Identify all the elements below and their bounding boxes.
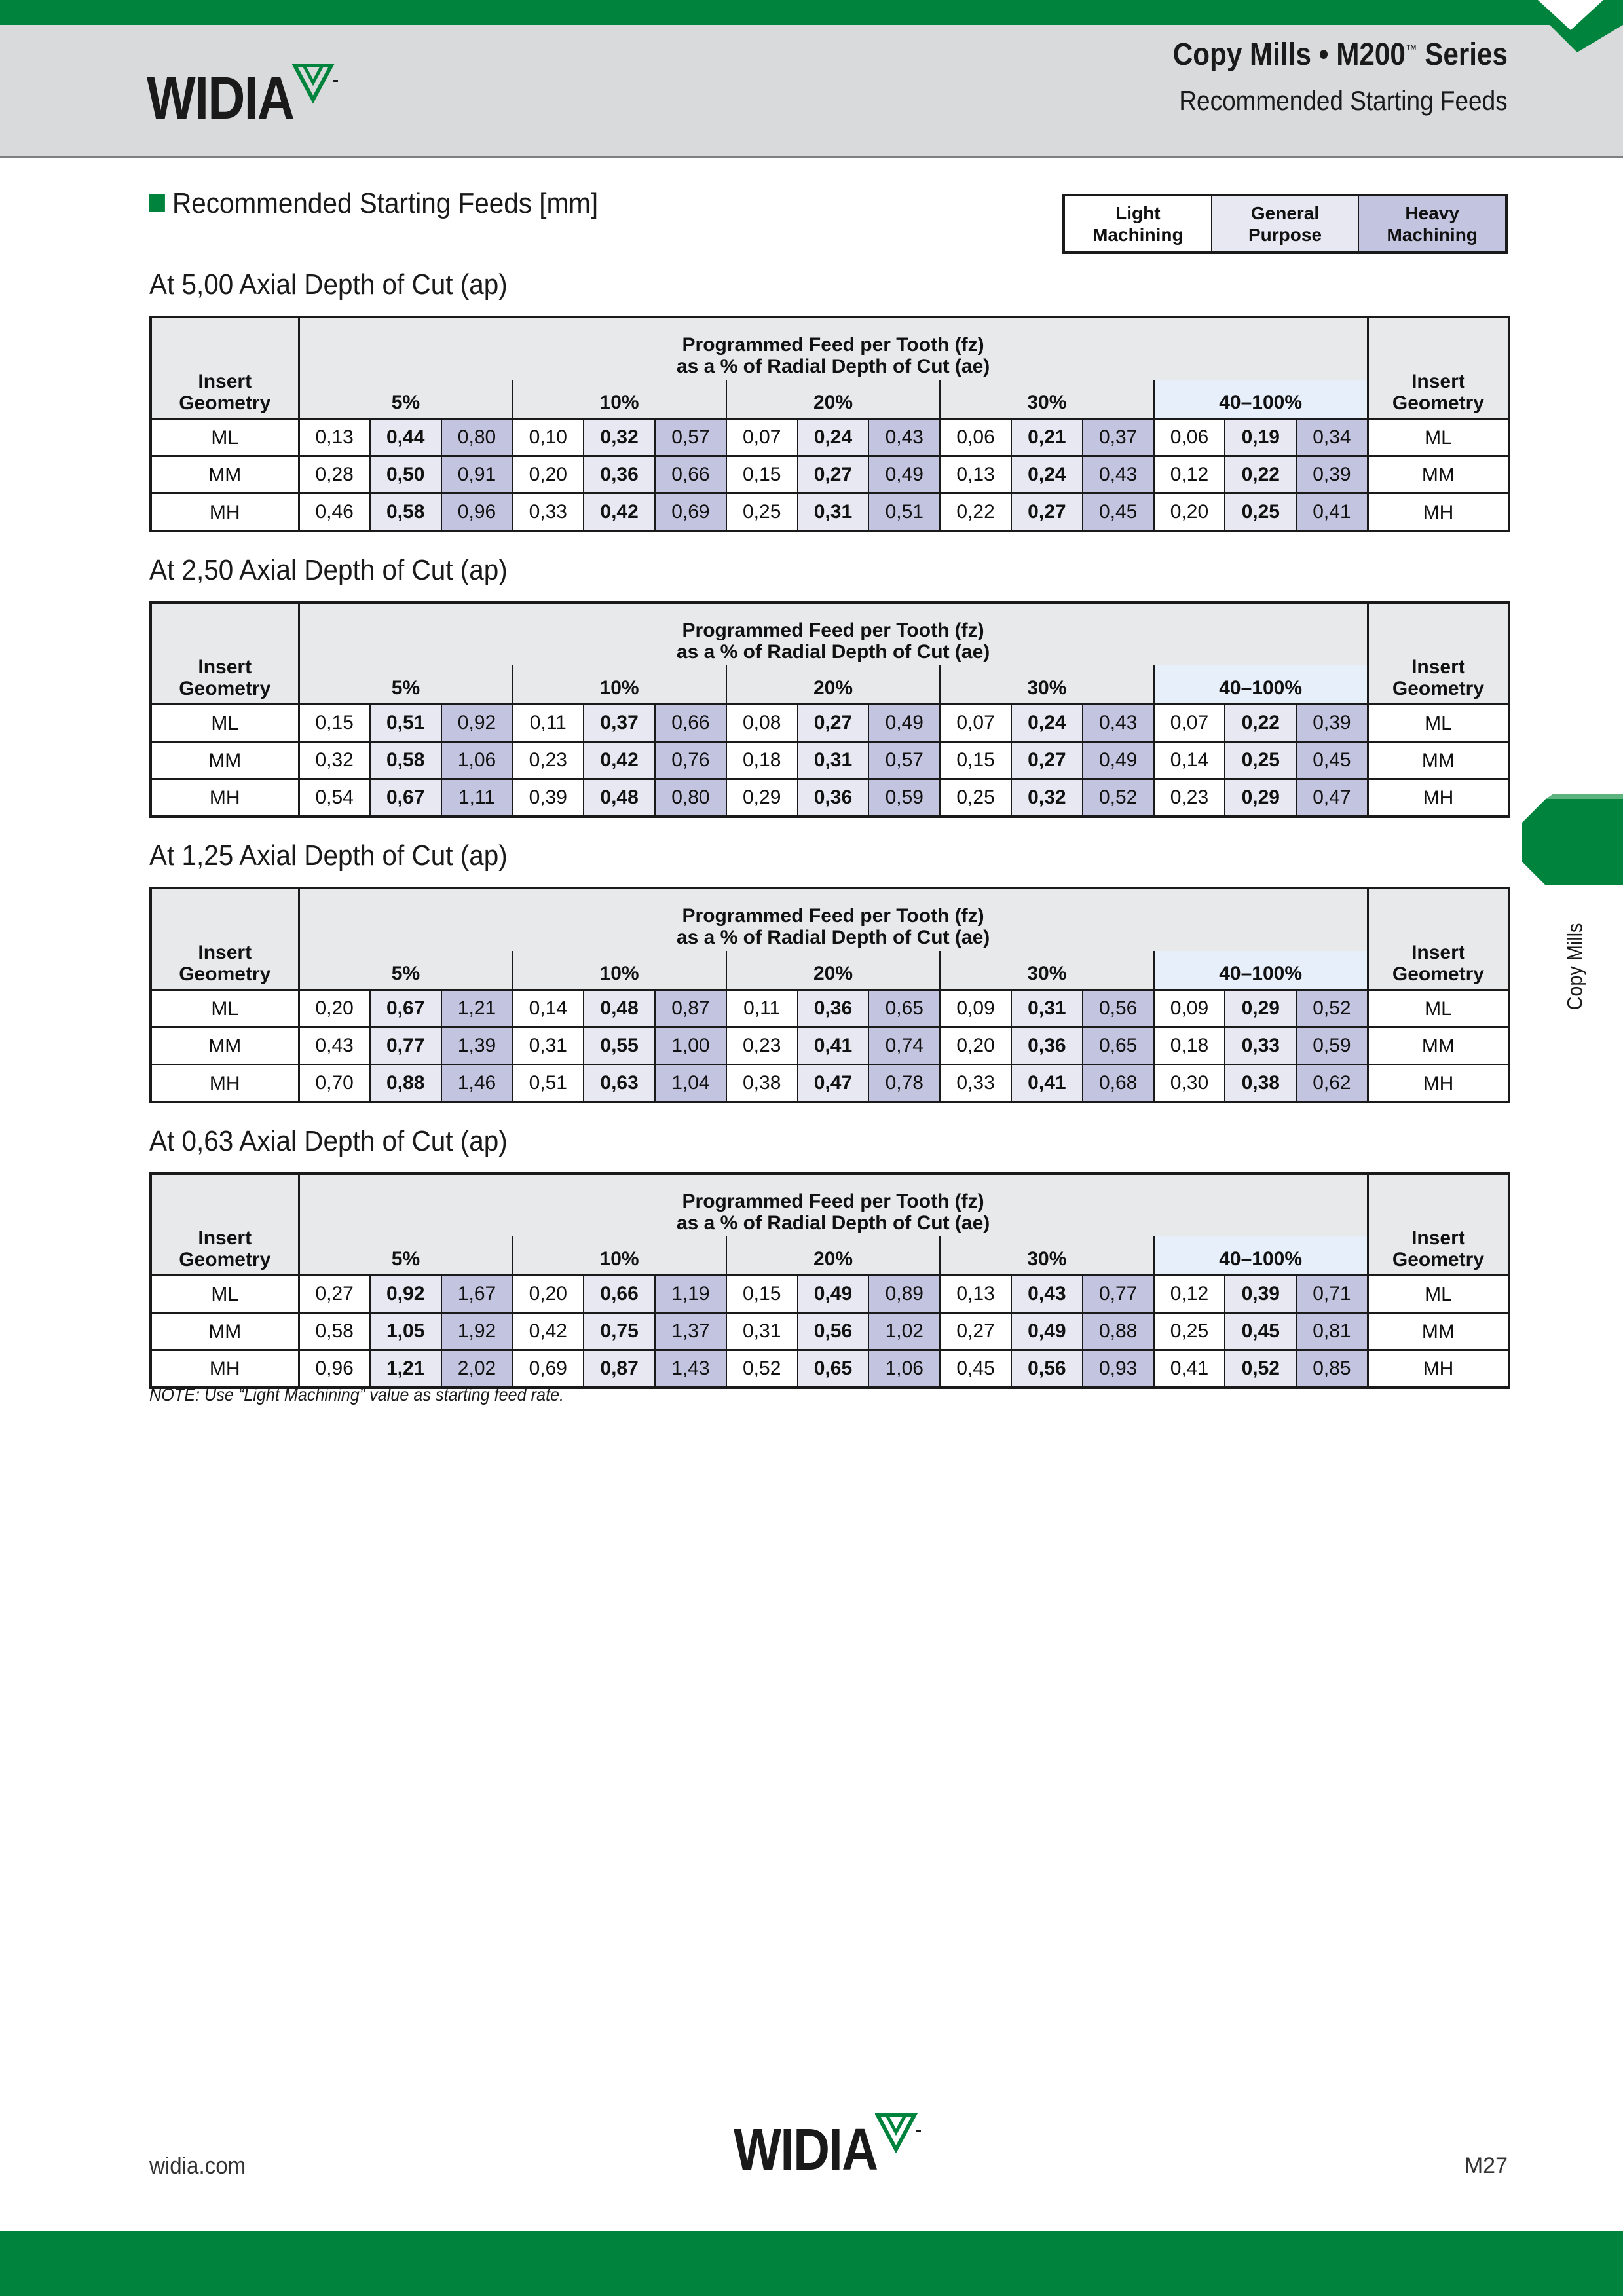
feed-light-cell: 0,07 bbox=[1154, 705, 1225, 742]
feed-general-cell: 0,66 bbox=[584, 1276, 655, 1313]
feed-general-cell: 0,42 bbox=[584, 494, 655, 532]
feed-heavy-cell: 1,21 bbox=[441, 990, 513, 1028]
feed-general-cell: 0,67 bbox=[370, 779, 441, 817]
radial-percent-header: 20% bbox=[726, 665, 940, 705]
geometry-cell: MM bbox=[151, 1028, 299, 1065]
title-suffix: Series bbox=[1417, 37, 1508, 72]
geometry-cell: MM bbox=[1368, 1028, 1509, 1065]
feed-light-cell: 0,69 bbox=[512, 1350, 584, 1388]
feed-light-cell: 0,38 bbox=[726, 1065, 798, 1103]
geometry-cell: MM bbox=[1368, 456, 1509, 494]
feed-heavy-cell: 0,41 bbox=[1296, 494, 1368, 532]
feed-general-cell: 0,42 bbox=[584, 742, 655, 779]
page-title bbox=[1173, 37, 1508, 73]
section-title-text: Recommended Starting Feeds [mm] bbox=[172, 187, 599, 219]
feed-table bbox=[149, 601, 1510, 818]
feed-general-cell: 0,25 bbox=[1225, 742, 1296, 779]
feed-light-cell: 0,11 bbox=[512, 705, 584, 742]
geometry-cell: ML bbox=[151, 990, 299, 1028]
feed-heavy-cell: 0,92 bbox=[441, 705, 513, 742]
feed-light-cell: 0,09 bbox=[1154, 990, 1225, 1028]
depth-table-title: At 2,50 Axial Depth of Cut (ap) bbox=[149, 554, 508, 586]
geometry-cell: MM bbox=[151, 742, 299, 779]
feed-light-cell: 0,15 bbox=[299, 705, 370, 742]
feed-light-cell: 0,15 bbox=[940, 742, 1011, 779]
corner-chevron-icon bbox=[1512, 0, 1623, 52]
feed-heavy-cell: 1,19 bbox=[655, 1276, 726, 1313]
feed-general-cell: 0,27 bbox=[798, 705, 869, 742]
feed-heavy-cell: 0,68 bbox=[1083, 1065, 1154, 1103]
feed-light-cell: 0,42 bbox=[512, 1313, 584, 1350]
feed-general-cell: 0,21 bbox=[1011, 419, 1083, 456]
feed-heavy-cell: 0,76 bbox=[655, 742, 726, 779]
feed-light-cell: 0,08 bbox=[726, 705, 798, 742]
radial-percent-header: 30% bbox=[940, 380, 1153, 419]
feed-general-cell: 0,36 bbox=[1011, 1028, 1083, 1065]
feed-heavy-cell: 1,39 bbox=[441, 1028, 513, 1065]
feed-general-cell: 0,65 bbox=[798, 1350, 869, 1388]
feed-light-cell: 0,07 bbox=[726, 419, 798, 456]
feed-general-cell: 0,51 bbox=[370, 705, 441, 742]
feed-heavy-cell: 0,66 bbox=[655, 456, 726, 494]
radial-percent-header: 20% bbox=[726, 951, 940, 990]
feed-heavy-cell: 0,66 bbox=[655, 705, 726, 742]
feed-general-cell: 0,41 bbox=[798, 1028, 869, 1065]
feed-light-cell: 0,33 bbox=[940, 1065, 1011, 1103]
feed-general-cell: 0,19 bbox=[1225, 419, 1296, 456]
feed-heavy-cell: 1,02 bbox=[868, 1313, 940, 1350]
widia-triangle-icon bbox=[292, 63, 339, 105]
radial-percent-header: 20% bbox=[726, 380, 940, 419]
radial-percent-header: 40–100% bbox=[1154, 665, 1368, 705]
feed-heavy-cell: 0,65 bbox=[868, 990, 940, 1028]
feed-light-cell: 0,13 bbox=[299, 419, 370, 456]
radial-percent-header: 30% bbox=[940, 951, 1153, 990]
insert-geometry-header: Insert Geometry bbox=[1368, 888, 1509, 990]
feed-general-cell: 0,88 bbox=[370, 1065, 441, 1103]
feed-light-cell: 0,23 bbox=[512, 742, 584, 779]
feed-light-cell: 0,14 bbox=[512, 990, 584, 1028]
geometry-cell: MM bbox=[151, 1313, 299, 1350]
feed-light-cell: 0,31 bbox=[512, 1028, 584, 1065]
insert-geometry-header: Insert Geometry bbox=[151, 602, 299, 705]
table-row bbox=[151, 705, 1509, 742]
radial-percent-header: 5% bbox=[299, 951, 512, 990]
feed-heavy-cell: 0,56 bbox=[1083, 990, 1154, 1028]
feed-light-cell: 0,25 bbox=[1154, 1313, 1225, 1350]
feed-heavy-cell: 0,57 bbox=[868, 742, 940, 779]
radial-percent-header: 10% bbox=[512, 665, 726, 705]
radial-percent-header: 40–100% bbox=[1154, 1236, 1368, 1276]
feed-heavy-cell: 0,89 bbox=[868, 1276, 940, 1313]
feed-general-cell: 0,44 bbox=[370, 419, 441, 456]
feed-light-cell: 0,14 bbox=[1154, 742, 1225, 779]
feed-heavy-cell: 0,52 bbox=[1083, 779, 1154, 817]
table-row bbox=[151, 419, 1509, 456]
feed-heavy-cell: 0,47 bbox=[1296, 779, 1368, 817]
feed-heavy-cell: 0,93 bbox=[1083, 1350, 1154, 1388]
feed-general-cell: 0,92 bbox=[370, 1276, 441, 1313]
feed-light-cell: 0,46 bbox=[299, 494, 370, 532]
feed-general-cell: 0,37 bbox=[584, 705, 655, 742]
programmed-feed-header: Programmed Feed per Tooth (fz) as a % of Radial Depth of Cut (ae) bbox=[299, 317, 1368, 380]
feed-heavy-cell: 0,49 bbox=[1083, 742, 1154, 779]
feed-general-cell: 0,63 bbox=[584, 1065, 655, 1103]
feed-general-cell: 0,55 bbox=[584, 1028, 655, 1065]
feed-general-cell: 0,48 bbox=[584, 990, 655, 1028]
feed-heavy-cell: 1,06 bbox=[441, 742, 513, 779]
feed-general-cell: 0,33 bbox=[1225, 1028, 1296, 1065]
feed-light-cell: 0,96 bbox=[299, 1350, 370, 1388]
feed-light-cell: 0,43 bbox=[299, 1028, 370, 1065]
title-text: Copy Mills • M200 bbox=[1172, 37, 1406, 72]
feed-light-cell: 0,15 bbox=[726, 1276, 798, 1313]
depth-table-title: At 0,63 Axial Depth of Cut (ap) bbox=[149, 1125, 508, 1157]
feed-light-cell: 0,11 bbox=[726, 990, 798, 1028]
feed-light-cell: 0,22 bbox=[940, 494, 1011, 532]
feed-general-cell: 0,24 bbox=[1011, 456, 1083, 494]
feed-heavy-cell: 0,65 bbox=[1083, 1028, 1154, 1065]
radial-percent-header: 30% bbox=[940, 665, 1153, 705]
feed-general-cell: 1,21 bbox=[370, 1350, 441, 1388]
feed-general-cell: 0,31 bbox=[798, 494, 869, 532]
geometry-cell: ML bbox=[1368, 1276, 1509, 1313]
feed-heavy-cell: 0,71 bbox=[1296, 1276, 1368, 1313]
insert-geometry-header: Insert Geometry bbox=[1368, 1174, 1509, 1276]
feed-heavy-cell: 0,81 bbox=[1296, 1313, 1368, 1350]
insert-geometry-header: Insert Geometry bbox=[151, 1174, 299, 1276]
radial-percent-header: 30% bbox=[940, 1236, 1153, 1276]
side-tab-marker-icon bbox=[1520, 794, 1623, 891]
insert-geometry-header: Insert Geometry bbox=[1368, 317, 1509, 419]
feed-general-cell: 0,27 bbox=[798, 456, 869, 494]
feed-general-cell: 0,52 bbox=[1225, 1350, 1296, 1388]
feed-heavy-cell: 0,85 bbox=[1296, 1350, 1368, 1388]
feed-heavy-cell: 0,59 bbox=[1296, 1028, 1368, 1065]
feed-light-cell: 0,12 bbox=[1154, 1276, 1225, 1313]
section-title bbox=[149, 187, 598, 220]
feed-heavy-cell: 0,78 bbox=[868, 1065, 940, 1103]
feed-heavy-cell: 0,80 bbox=[655, 779, 726, 817]
feed-light-cell: 0,09 bbox=[940, 990, 1011, 1028]
feed-heavy-cell: 0,45 bbox=[1296, 742, 1368, 779]
feed-light-cell: 0,33 bbox=[512, 494, 584, 532]
feed-general-cell: 0,77 bbox=[370, 1028, 441, 1065]
geometry-cell: MH bbox=[1368, 1065, 1509, 1103]
radial-percent-header: 40–100% bbox=[1154, 951, 1368, 990]
table-row bbox=[151, 494, 1509, 532]
feed-general-cell: 0,56 bbox=[798, 1313, 869, 1350]
feed-light-cell: 0,20 bbox=[1154, 494, 1225, 532]
feed-general-cell: 0,58 bbox=[370, 494, 441, 532]
feed-heavy-cell: 0,43 bbox=[868, 419, 940, 456]
feed-general-cell: 0,36 bbox=[584, 456, 655, 494]
feed-heavy-cell: 1,43 bbox=[655, 1350, 726, 1388]
feed-heavy-cell: 0,39 bbox=[1296, 456, 1368, 494]
radial-percent-header: 10% bbox=[512, 380, 726, 419]
insert-geometry-header: Insert Geometry bbox=[151, 888, 299, 990]
feed-heavy-cell: 1,00 bbox=[655, 1028, 726, 1065]
legend-light-machining: Light Machining bbox=[1065, 196, 1212, 251]
feed-light-cell: 0,27 bbox=[940, 1313, 1011, 1350]
radial-percent-header: 5% bbox=[299, 380, 512, 419]
feed-general-cell: 0,39 bbox=[1225, 1276, 1296, 1313]
feed-general-cell: 0,49 bbox=[798, 1276, 869, 1313]
footer-brand-wordmark: WIDIA bbox=[734, 2117, 878, 2183]
feed-general-cell: 0,22 bbox=[1225, 456, 1296, 494]
geometry-cell: ML bbox=[151, 419, 299, 456]
insert-geometry-header: Insert Geometry bbox=[151, 317, 299, 419]
geometry-cell: MH bbox=[151, 1065, 299, 1103]
geometry-cell: MH bbox=[1368, 494, 1509, 532]
radial-percent-header: 40–100% bbox=[1154, 380, 1368, 419]
feed-light-cell: 0,10 bbox=[512, 419, 584, 456]
legend-general-purpose: General Purpose bbox=[1212, 196, 1360, 251]
feed-general-cell: 0,56 bbox=[1011, 1350, 1083, 1388]
feed-general-cell: 0,36 bbox=[798, 990, 869, 1028]
depth-table-title: At 5,00 Axial Depth of Cut (ap) bbox=[149, 268, 508, 301]
feed-light-cell: 0,12 bbox=[1154, 456, 1225, 494]
feed-light-cell: 0,06 bbox=[1154, 419, 1225, 456]
table-row bbox=[151, 1350, 1509, 1388]
feed-light-cell: 0,15 bbox=[726, 456, 798, 494]
feed-table bbox=[149, 887, 1510, 1103]
geometry-cell: ML bbox=[151, 705, 299, 742]
feed-general-cell: 0,27 bbox=[1011, 494, 1083, 532]
feed-general-cell: 0,58 bbox=[370, 742, 441, 779]
feed-heavy-cell: 1,06 bbox=[868, 1350, 940, 1388]
trademark-mark: ™ bbox=[1405, 43, 1417, 57]
feed-light-cell: 0,07 bbox=[940, 705, 1011, 742]
table-row bbox=[151, 779, 1509, 817]
programmed-feed-header: Programmed Feed per Tooth (fz) as a % of Radial Depth of Cut (ae) bbox=[299, 602, 1368, 665]
feed-general-cell: 0,47 bbox=[798, 1065, 869, 1103]
radial-percent-header: 10% bbox=[512, 951, 726, 990]
feed-general-cell: 0,24 bbox=[1011, 705, 1083, 742]
feed-heavy-cell: 2,02 bbox=[441, 1350, 513, 1388]
feed-light-cell: 0,20 bbox=[940, 1028, 1011, 1065]
green-square-bullet-icon bbox=[149, 194, 165, 212]
feed-general-cell: 0,31 bbox=[798, 742, 869, 779]
legend-heavy-machining: Heavy Machining bbox=[1359, 196, 1505, 251]
feed-heavy-cell: 0,49 bbox=[868, 456, 940, 494]
feed-general-cell: 0,29 bbox=[1225, 990, 1296, 1028]
geometry-cell: MH bbox=[1368, 1350, 1509, 1388]
feed-light-cell: 0,54 bbox=[299, 779, 370, 817]
feed-light-cell: 0,06 bbox=[940, 419, 1011, 456]
feed-light-cell: 0,58 bbox=[299, 1313, 370, 1350]
feed-light-cell: 0,45 bbox=[940, 1350, 1011, 1388]
feed-heavy-cell: 1,46 bbox=[441, 1065, 513, 1103]
depth-table-title: At 1,25 Axial Depth of Cut (ap) bbox=[149, 840, 508, 872]
table-row bbox=[151, 1313, 1509, 1350]
feed-general-cell: 0,22 bbox=[1225, 705, 1296, 742]
feed-general-cell: 0,32 bbox=[1011, 779, 1083, 817]
radial-percent-header: 20% bbox=[726, 1236, 940, 1276]
feed-heavy-cell: 0,37 bbox=[1083, 419, 1154, 456]
feed-heavy-cell: 0,45 bbox=[1083, 494, 1154, 532]
feed-table bbox=[149, 316, 1510, 532]
feed-light-cell: 0,18 bbox=[726, 742, 798, 779]
feed-heavy-cell: 0,77 bbox=[1083, 1276, 1154, 1313]
geometry-cell: ML bbox=[151, 1276, 299, 1313]
feed-general-cell: 0,43 bbox=[1011, 1276, 1083, 1313]
geometry-cell: MH bbox=[151, 1350, 299, 1388]
feed-light-cell: 0,29 bbox=[726, 779, 798, 817]
geometry-cell: MM bbox=[151, 456, 299, 494]
feed-heavy-cell: 0,62 bbox=[1296, 1065, 1368, 1103]
footer-url[interactable]: widia.com bbox=[149, 2152, 246, 2179]
feed-light-cell: 0,13 bbox=[940, 456, 1011, 494]
radial-percent-header: 10% bbox=[512, 1236, 726, 1276]
feed-heavy-cell: 1,67 bbox=[441, 1276, 513, 1313]
feed-light-cell: 0,27 bbox=[299, 1276, 370, 1313]
feed-heavy-cell: 0,96 bbox=[441, 494, 513, 532]
feed-light-cell: 0,23 bbox=[726, 1028, 798, 1065]
header-logo bbox=[147, 65, 318, 132]
side-tab-label: Copy Mills bbox=[1563, 923, 1587, 1010]
geometry-cell: MH bbox=[151, 494, 299, 532]
geometry-cell: MM bbox=[1368, 1313, 1509, 1350]
feed-general-cell: 0,29 bbox=[1225, 779, 1296, 817]
feed-general-cell: 0,45 bbox=[1225, 1313, 1296, 1350]
radial-percent-header: 5% bbox=[299, 1236, 512, 1276]
feed-general-cell: 0,67 bbox=[370, 990, 441, 1028]
feed-general-cell: 0,50 bbox=[370, 456, 441, 494]
feed-general-cell: 0,38 bbox=[1225, 1065, 1296, 1103]
feed-heavy-cell: 0,69 bbox=[655, 494, 726, 532]
feed-light-cell: 0,25 bbox=[940, 779, 1011, 817]
geometry-cell: MH bbox=[1368, 779, 1509, 817]
geometry-cell: MH bbox=[151, 779, 299, 817]
feed-light-cell: 0,18 bbox=[1154, 1028, 1225, 1065]
feed-heavy-cell: 0,87 bbox=[655, 990, 726, 1028]
feed-light-cell: 0,23 bbox=[1154, 779, 1225, 817]
feed-heavy-cell: 0,59 bbox=[868, 779, 940, 817]
feed-heavy-cell: 0,39 bbox=[1296, 705, 1368, 742]
feed-heavy-cell: 1,04 bbox=[655, 1065, 726, 1103]
feed-general-cell: 0,87 bbox=[584, 1350, 655, 1388]
feed-light-cell: 0,31 bbox=[726, 1313, 798, 1350]
feed-light-cell: 0,32 bbox=[299, 742, 370, 779]
footer-widia-triangle-icon bbox=[875, 2113, 922, 2155]
feed-light-cell: 0,13 bbox=[940, 1276, 1011, 1313]
feed-general-cell: 0,36 bbox=[798, 779, 869, 817]
feed-general-cell: 1,05 bbox=[370, 1313, 441, 1350]
feed-table bbox=[149, 1172, 1510, 1389]
brand-wordmark: WIDIA bbox=[147, 65, 294, 132]
feed-heavy-cell: 0,52 bbox=[1296, 990, 1368, 1028]
feed-light-cell: 0,39 bbox=[512, 779, 584, 817]
feed-general-cell: 0,48 bbox=[584, 779, 655, 817]
programmed-feed-header: Programmed Feed per Tooth (fz) as a % of Radial Depth of Cut (ae) bbox=[299, 1174, 1368, 1236]
feed-heavy-cell: 0,88 bbox=[1083, 1313, 1154, 1350]
feed-heavy-cell: 0,49 bbox=[868, 705, 940, 742]
feed-heavy-cell: 1,11 bbox=[441, 779, 513, 817]
page-subtitle: Recommended Starting Feeds bbox=[1179, 85, 1508, 116]
feed-general-cell: 0,32 bbox=[584, 419, 655, 456]
feed-light-cell: 0,25 bbox=[726, 494, 798, 532]
feed-general-cell: 0,75 bbox=[584, 1313, 655, 1350]
table-row bbox=[151, 1028, 1509, 1065]
feed-light-cell: 0,51 bbox=[512, 1065, 584, 1103]
geometry-cell: ML bbox=[1368, 990, 1509, 1028]
feed-general-cell: 0,25 bbox=[1225, 494, 1296, 532]
feed-general-cell: 0,31 bbox=[1011, 990, 1083, 1028]
feed-light-cell: 0,52 bbox=[726, 1350, 798, 1388]
geometry-cell: ML bbox=[1368, 705, 1509, 742]
feed-heavy-cell: 0,91 bbox=[441, 456, 513, 494]
feed-heavy-cell: 0,57 bbox=[655, 419, 726, 456]
machining-legend bbox=[1062, 194, 1508, 254]
radial-percent-header: 5% bbox=[299, 665, 512, 705]
footer-logo bbox=[734, 2117, 901, 2183]
feed-light-cell: 0,28 bbox=[299, 456, 370, 494]
feed-heavy-cell: 0,80 bbox=[441, 419, 513, 456]
table-row bbox=[151, 1065, 1509, 1103]
feed-heavy-cell: 1,37 bbox=[655, 1313, 726, 1350]
feed-light-cell: 0,20 bbox=[299, 990, 370, 1028]
page-number: M27 bbox=[1464, 2153, 1508, 2178]
feed-light-cell: 0,20 bbox=[512, 456, 584, 494]
feed-light-cell: 0,41 bbox=[1154, 1350, 1225, 1388]
feed-heavy-cell: 0,43 bbox=[1083, 705, 1154, 742]
table-row bbox=[151, 742, 1509, 779]
table-row bbox=[151, 990, 1509, 1028]
geometry-cell: MM bbox=[1368, 742, 1509, 779]
feed-general-cell: 0,27 bbox=[1011, 742, 1083, 779]
feed-light-cell: 0,20 bbox=[512, 1276, 584, 1313]
table-row bbox=[151, 456, 1509, 494]
feed-heavy-cell: 1,92 bbox=[441, 1313, 513, 1350]
feed-light-cell: 0,70 bbox=[299, 1065, 370, 1103]
programmed-feed-header: Programmed Feed per Tooth (fz) as a % of Radial Depth of Cut (ae) bbox=[299, 888, 1368, 951]
feed-general-cell: 0,41 bbox=[1011, 1065, 1083, 1103]
bottom-green-bar bbox=[0, 2231, 1623, 2296]
table-row bbox=[151, 1276, 1509, 1313]
feed-heavy-cell: 0,34 bbox=[1296, 419, 1368, 456]
feed-general-cell: 0,49 bbox=[1011, 1313, 1083, 1350]
feed-heavy-cell: 0,43 bbox=[1083, 456, 1154, 494]
feed-heavy-cell: 0,51 bbox=[868, 494, 940, 532]
feed-light-cell: 0,30 bbox=[1154, 1065, 1225, 1103]
insert-geometry-header: Insert Geometry bbox=[1368, 602, 1509, 705]
top-green-bar bbox=[0, 0, 1623, 25]
feed-general-cell: 0,24 bbox=[798, 419, 869, 456]
feed-heavy-cell: 0,74 bbox=[868, 1028, 940, 1065]
footnote: NOTE: Use “Light Machining” value as starting feed rate. bbox=[149, 1384, 565, 1405]
geometry-cell: ML bbox=[1368, 419, 1509, 456]
